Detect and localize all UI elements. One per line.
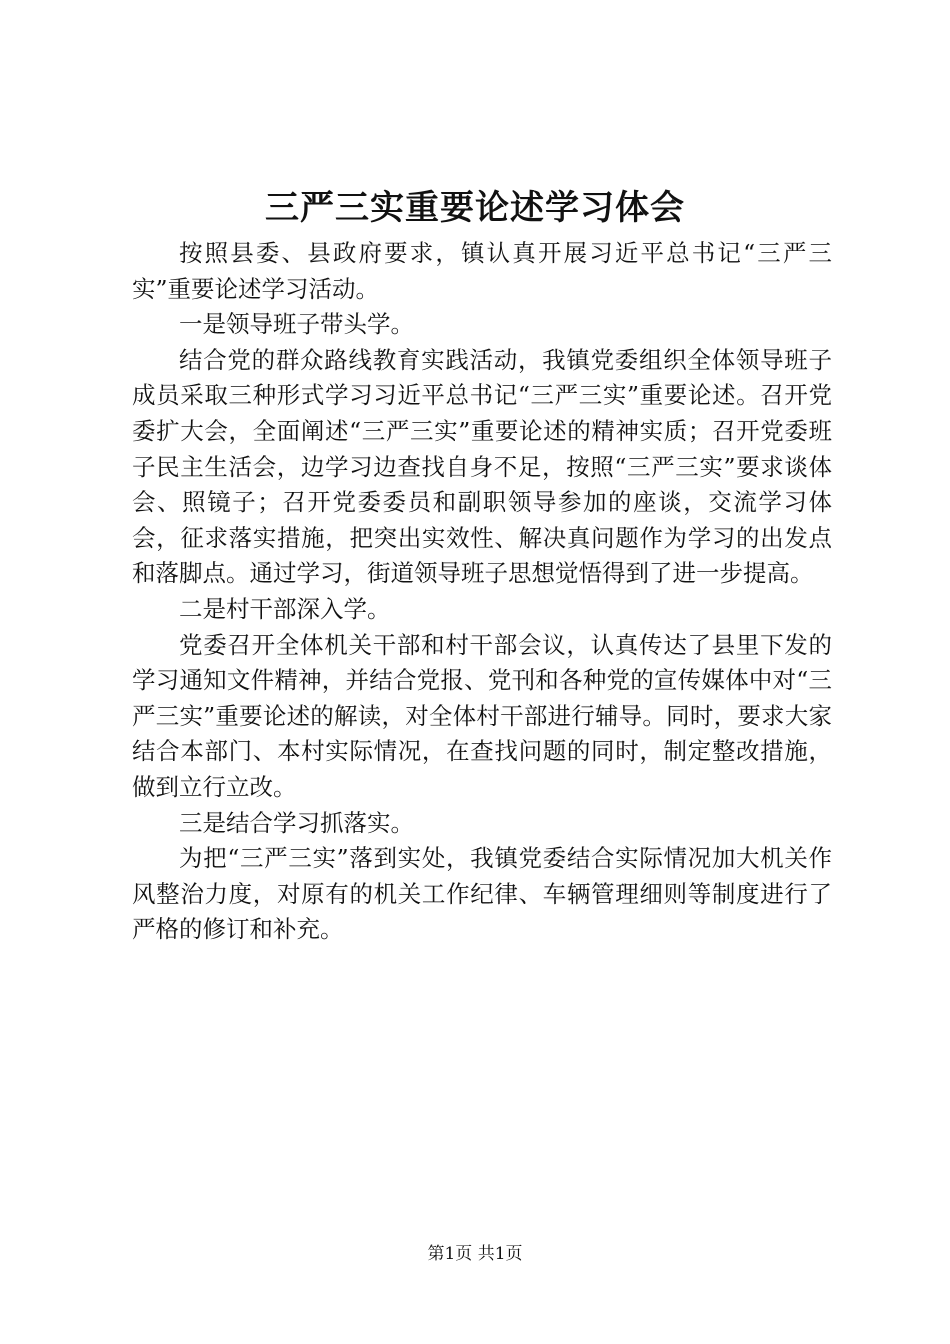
page-footer: 第1页 共1页 bbox=[427, 1244, 523, 1264]
paragraph-intro: 按照县委、县政府要求，镇认真开展习近平总书记“三严三实”重要论述学习活动。 bbox=[132, 239, 832, 303]
paragraph-leadership: 结合党的群众路线教育实践活动，我镇党委组织全体领导班子成员采取三种形式学习习近平总书记“三严三实”重要论述。召开党委扩大会，全面阐述“三严三实”重要论述的精神实质；召开党委班子民主生活会，边学习边查找自身不足，按照“三严三实”要求谈体会、照镜子；召开党委委员和副职领导参加的座谈，交流学习体会，征求落实措施，把突出实效性、解决真问题作为学习的出发点和落脚点。通过学习，街道领导班子思想觉悟得到了进一步提高。 bbox=[132, 345, 832, 588]
heading-implementation: 三是结合学习抓落实。 bbox=[179, 808, 414, 837]
paragraph-village-cadres: 党委召开全体机关干部和村干部会议，认真传达了县里下发的学习通知文件精神，并结合党报、党刊和各种党的宣传媒体中对“三严三实”重要论述的解读，对全体村干部进行辅导。同时，要求大家结合本部门、本村实际情况，在查找问题的同时，制定整改措施，做到立行立改。 bbox=[132, 630, 832, 801]
document-title: 三严三实重要论述学习体会 bbox=[265, 188, 685, 228]
document-body bbox=[132, 236, 832, 948]
heading-village-cadres: 二是村干部深入学。 bbox=[179, 594, 391, 623]
heading-leadership: 一是领导班子带头学。 bbox=[179, 310, 414, 339]
paragraph-implementation: 为把“三严三实”落到实处，我镇党委结合实际情况加大机关作风整治力度，对原有的机关工作纪律、车辆管理细则等制度进行了严格的修订和补充。 bbox=[132, 844, 832, 944]
